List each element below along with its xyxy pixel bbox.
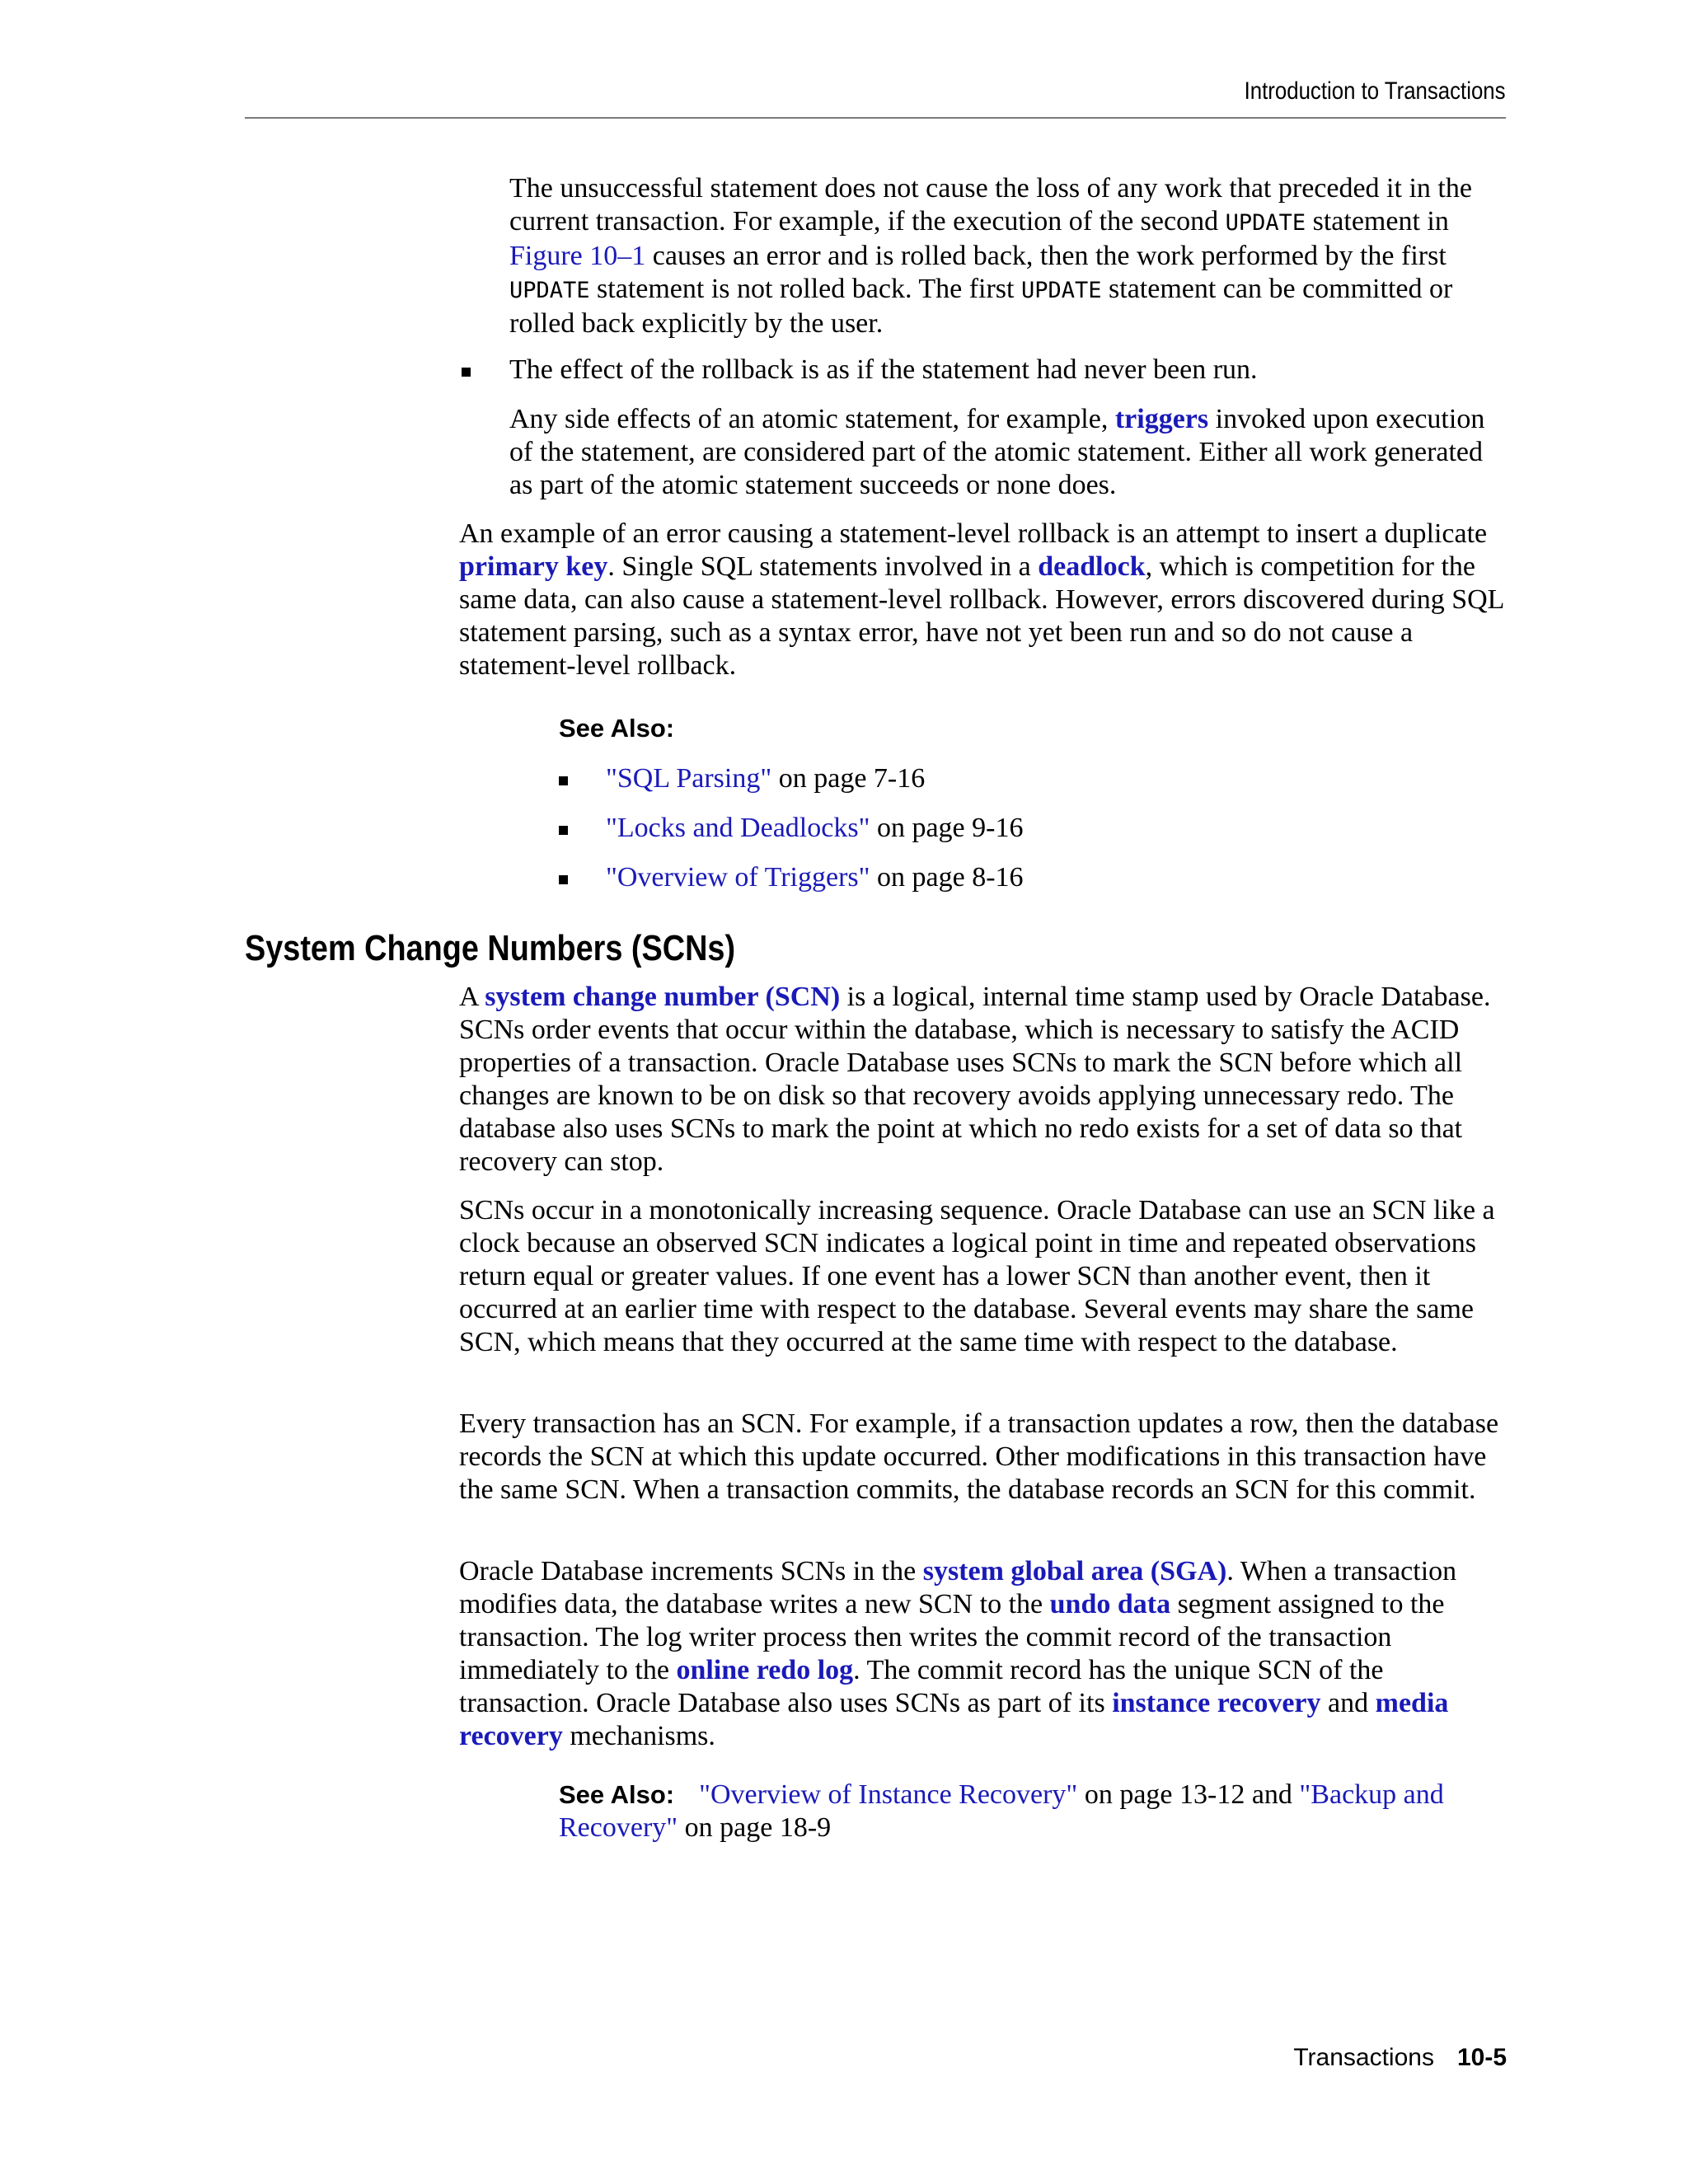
see-also-item-triggers: "Overview of Triggers" on page 8-16 xyxy=(606,862,1024,893)
link-media-recovery[interactable]: media recovery xyxy=(459,1688,1449,1751)
paragraph-scn-definition: A system change number (SCN) is a logical, internal time stamp used by Oracle Database. SCNs order events that occur within the database, which is necessary to satisfy the ACID properties of a transaction. Oracle Database uses SCNs to mark the SCN before which all changes are known to be on disk so that recovery avoids applying unnecessary redo. The database also uses SCNs to mark the point at which no redo exists for a set of data so that recovery can stop. xyxy=(459,982,1491,1177)
bullet-marker xyxy=(559,826,568,835)
see-also-title: See Also: xyxy=(559,714,675,743)
code-update: UPDATE xyxy=(1020,278,1102,303)
see-also-item-sql-parsing: "SQL Parsing" on page 7-16 xyxy=(606,763,926,794)
link-overview-of-triggers[interactable]: "Overview of Triggers" xyxy=(606,862,870,893)
code-update: UPDATE xyxy=(1225,210,1306,236)
paragraph-scn-increment: Oracle Database increments SCNs in the system global area (SGA). When a transaction modifies data, the database writes a new SCN to the undo data segment assigned to the transaction. The log writer process then writes the commit record of the transaction immediately to the online redo log. The commit record has the unique SCN of the transaction. Oracle Database also uses SCNs as part of its instance recovery and media recovery mechanisms. xyxy=(459,1556,1457,1751)
bullet-rollback-effect: The effect of the rollback is as if the statement had never been run. xyxy=(509,354,1258,385)
link-primary-key[interactable]: primary key xyxy=(459,551,608,582)
paragraph-scn-sequence: SCNs occur in a monotonically increasing sequence. Oracle Database can use an SCN like a clock because an observed SCN indicates a logical point in time and repeated observations return equal or greater values. If one event has a lower SCN than another event, then it occurred at an earlier time with respect to the database. Several events may share the same SCN, which means that they occurred at the same time with respect to the database. xyxy=(459,1195,1495,1357)
running-header-title: Introduction to Transactions xyxy=(1245,77,1506,105)
bullet-marker xyxy=(559,776,568,785)
link-instance-recovery[interactable]: instance recovery xyxy=(1112,1688,1321,1718)
running-header xyxy=(245,73,1506,119)
paragraph-unsuccessful-statement: The unsuccessful statement does not cause the loss of any work that preceded it in the current transaction. For example, if the execution of the second UPDATE statement in Figure 10–1 causes an error and is rolled back, then the work performed by the first UPDATE statement is not rolled back. The first UPDATE statement can be committed or rolled back explicitly by the user. xyxy=(509,173,1472,339)
link-figure-10-1[interactable]: Figure 10–1 xyxy=(509,241,646,271)
link-overview-of-instance-recovery[interactable]: "Overview of Instance Recovery" xyxy=(699,1779,1078,1810)
bullet-marker xyxy=(462,368,471,377)
link-deadlock[interactable]: deadlock xyxy=(1038,551,1146,582)
link-sql-parsing[interactable]: "SQL Parsing" xyxy=(606,763,772,794)
see-also-title: See Also: xyxy=(559,1780,675,1809)
paragraph-side-effects: Any side effects of an atomic statement, for example, triggers invoked upon execution of the statement, are considered part of the atomic statement. Either all work generated as part of the atomic statement succeeds or none does. xyxy=(509,404,1485,500)
link-backup-and-recovery[interactable]: "Backup and Recovery" xyxy=(559,1779,1444,1843)
running-footer xyxy=(1293,2044,1507,2072)
see-also-recovery: See Also: "Overview of Instance Recovery" on page 13-12 and "Backup and Recovery" on page 18-9 xyxy=(559,1779,1444,1843)
code-update: UPDATE xyxy=(509,278,590,303)
link-undo-data[interactable]: undo data xyxy=(1049,1589,1171,1619)
link-system-global-area[interactable]: system global area (SGA) xyxy=(922,1556,1227,1586)
see-also-item-locks-deadlocks: "Locks and Deadlocks" on page 9-16 xyxy=(606,813,1024,843)
link-system-change-number[interactable]: system change number (SCN) xyxy=(485,982,841,1012)
footer-page-number: 10-5 xyxy=(1456,2044,1507,2071)
section-heading: System Change Numbers (SCNs) xyxy=(245,928,736,968)
paragraph-scn-transaction: Every transaction has an SCN. For example, if a transaction updates a row, then the database records the SCN at which this update occurred. Other modifications in this transaction have the same SCN. When a transaction commits, the database records an SCN for this commit. xyxy=(459,1408,1499,1505)
paragraph-error-example: An example of an error causing a statement-level rollback is an attempt to insert a duplicate primary key. Single SQL statements involved in a deadlock, which is competition for the same data, can also cause a statement-level rollback. However, errors discovered during SQL statement parsing, such as a syntax error, have not yet been run and so do not cause a statement-level rollback. xyxy=(459,518,1504,681)
footer-chapter: Transactions xyxy=(1293,2044,1434,2071)
link-triggers[interactable]: triggers xyxy=(1114,404,1209,434)
bullet-marker xyxy=(559,875,568,884)
link-locks-and-deadlocks[interactable]: "Locks and Deadlocks" xyxy=(606,813,870,843)
link-online-redo-log[interactable]: online redo log xyxy=(676,1655,854,1685)
